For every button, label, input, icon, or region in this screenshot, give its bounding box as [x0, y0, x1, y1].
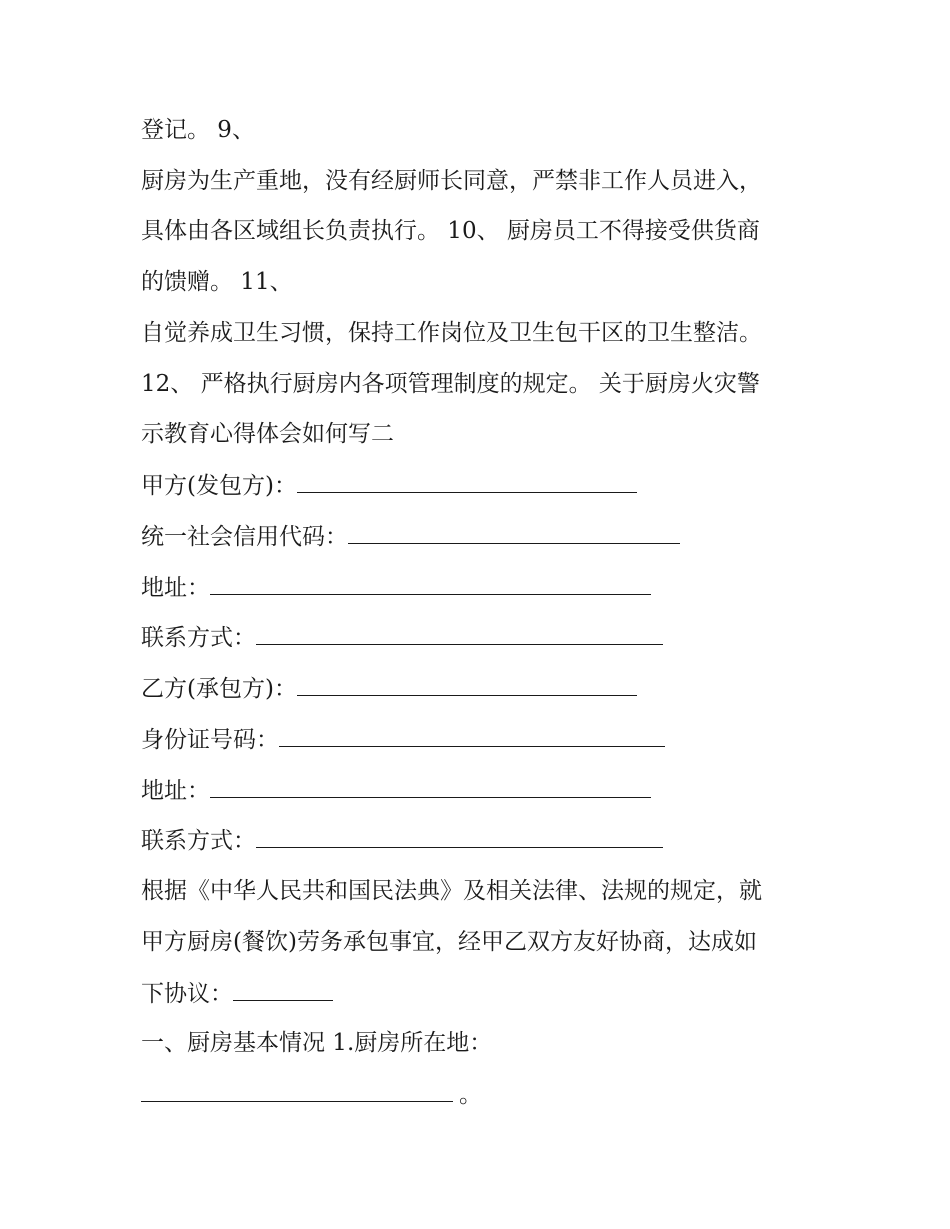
party-b-field	[141, 673, 637, 704]
field-label: 乙方(承包方)：	[141, 676, 297, 702]
id-number-field	[141, 724, 665, 755]
field-label: 地址：	[141, 575, 210, 601]
fill-in-blank	[233, 978, 333, 1001]
field-label: 地址：	[141, 778, 210, 804]
section-heading: 一、厨房基本情况 1.厨房所在地：	[141, 1030, 493, 1056]
fill-in-blank	[210, 775, 651, 798]
fill-in-blank	[279, 724, 665, 747]
fill-in-blank	[210, 572, 651, 595]
location-blank-line	[141, 1079, 482, 1110]
text-line: 的馈赠。 11、	[141, 269, 293, 295]
field-label: 统一社会信用代码：	[141, 524, 348, 550]
fill-in-blank	[297, 673, 637, 696]
party-a-field	[141, 470, 637, 501]
field-label: 甲方(发包方)：	[141, 473, 297, 499]
address-field-b	[141, 775, 651, 806]
fill-in-blank	[297, 470, 637, 493]
text-line: 自觉养成卫生习惯，保持工作岗位及卫生包干区的卫生整洁。	[141, 320, 762, 346]
contact-field-b	[141, 825, 663, 856]
text-line: 示教育心得体会如何写二	[141, 421, 394, 447]
contact-field-a	[141, 622, 663, 653]
agreement-intro	[141, 978, 333, 1009]
text-line: 根据《中华人民共和国民法典》及相关法律、法规的规定，就	[141, 878, 762, 904]
fill-in-blank	[256, 622, 663, 645]
fill-in-blank	[348, 521, 680, 544]
credit-code-field	[141, 521, 680, 552]
field-label: 联系方式：	[141, 625, 256, 651]
fill-in-blank	[141, 1079, 453, 1102]
field-label: 下协议：	[141, 981, 233, 1007]
text-line: 登记。 9、	[141, 117, 255, 143]
period-mark: 。	[459, 1082, 482, 1108]
field-label: 联系方式：	[141, 828, 256, 854]
text-line: 12、 严格执行厨房内各项管理制度的规定。 关于厨房火灾警	[141, 371, 760, 397]
address-field-a	[141, 572, 651, 603]
text-line: 厨房为生产重地，没有经厨师长同意，严禁非工作人员进入，	[141, 168, 762, 194]
fill-in-blank	[256, 825, 663, 848]
text-line: 具体由各区域组长负责执行。 10、 厨房员工不得接受供货商	[141, 218, 760, 244]
text-line: 甲方厨房(餐饮)劳务承包事宜，经甲乙双方友好协商，达成如	[141, 929, 757, 955]
field-label: 身份证号码：	[141, 727, 279, 753]
